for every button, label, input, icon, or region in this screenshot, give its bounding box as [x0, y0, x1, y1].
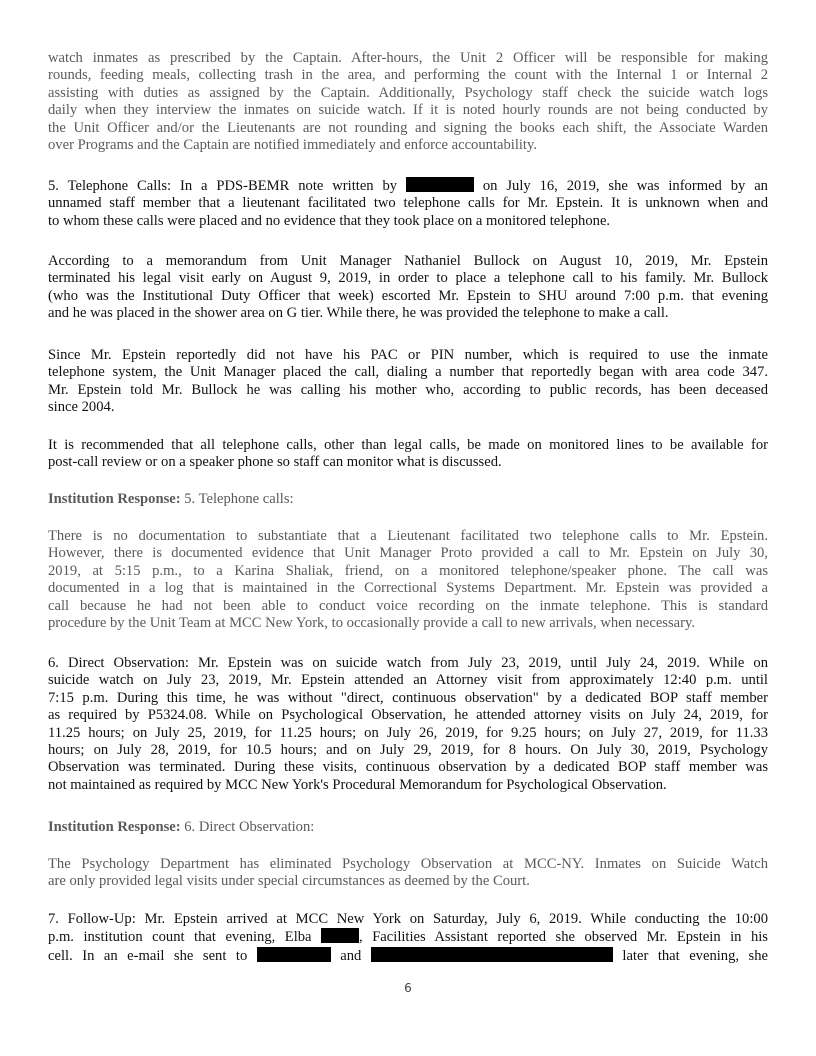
text-line: over Programs and the Captain are notified immediately and enforce accountability.	[48, 137, 537, 154]
text-line: Mr. Epstein told Mr. Bullock he was calling his mother who, according to public records, has been deceased	[48, 381, 768, 398]
text-line: assisting with duties as assigned by the Captain. Additionally, Psychology staff check the suicide watch logs	[48, 84, 768, 101]
text-line: terminated his legal visit early on August 9, 2019, in order to place a telephone call to his family. Mr. Bullock	[48, 270, 768, 287]
text-line: documented in a log that is maintained in the Correctional Systems Department. Mr. Epstein was provided a	[48, 580, 768, 597]
text-line: 7. Follow-Up: Mr. Epstein arrived at MCC New York on Saturday, July 6, 2019. While conducting the 10:00	[48, 911, 768, 927]
memorandum-paragraph	[48, 253, 768, 323]
institution-response-paragraph	[48, 528, 768, 632]
text-line	[48, 947, 768, 965]
text-segment: cell. In an e-mail she sent to	[48, 947, 248, 964]
text-line: 6. Direct Observation: Mr. Epstein was on suicide watch from July 23, 2019, until July 24, 2019. While on	[48, 655, 768, 671]
text-line: hours; on July 28, 2019, for 10.5 hours; and on July 29, 2019, for 8 hours. On July 30, 2019, Psychology	[48, 742, 768, 759]
text-line	[48, 177, 768, 195]
pac-pin-paragraph	[48, 347, 768, 417]
text-segment: on July 16, 2019, she was informed by an	[482, 178, 768, 194]
text-segment: , Facilities Assistant reported she observed Mr. Epstein in his	[359, 929, 768, 946]
text-line: rounds, feeding meals, collecting trash in the area, and performing the count with the Internal 1 or Internal 2	[48, 67, 768, 84]
page-number: 6	[404, 981, 412, 995]
text-line: unnamed staff member that a lieutenant facilitated two telephone calls for Mr. Epstein. It is unknown when and	[48, 195, 768, 212]
text-line	[48, 491, 768, 508]
watch-duties-paragraph	[48, 50, 768, 154]
text-line	[48, 819, 768, 836]
text-segment: and	[340, 947, 362, 964]
redaction-box	[257, 947, 331, 962]
text-line: as required by P5324.08. While on Psychological Observation, he attended attorney visits on July 24, 2019, for	[48, 707, 768, 724]
institution-response-paragraph	[48, 856, 768, 891]
text-line: are only provided legal visits under special circumstances as deemed by the Court.	[48, 873, 530, 890]
text-line: (who was the Institutional Duty Officer that week) escorted Mr. Epstein to SHU around 7:00 p.m. that evening	[48, 287, 768, 304]
institution-response-heading	[48, 491, 768, 508]
text-line: post-call review or on a speaker phone so staff can monitor what is discussed.	[48, 454, 502, 471]
text-line: According to a memorandum from Unit Manager Nathaniel Bullock on August 10, 2019, Mr. Epstein	[48, 253, 768, 269]
text-line: call because he had not been able to conduct voice recording on the inmate telephone. This is standard	[48, 597, 768, 614]
text-line: Observation was terminated. During these visits, continuous observation by a dedicated BOP staff member was	[48, 759, 768, 776]
text-line: since 2004.	[48, 399, 115, 416]
text-line: suicide watch on July 23, 2019, Mr. Epstein attended an Attorney visit from approximately 12:40 p.m. until	[48, 672, 768, 689]
text-line: However, there is documented evidence that Unit Manager Proto provided a call to Mr. Epstein on July 30,	[48, 545, 768, 562]
text-line: not maintained as required by MCC New York's Procedural Memorandum for Psychological Observation.	[48, 776, 667, 793]
text-segment: p.m. institution count that evening, Elba	[48, 929, 312, 946]
response-topic: 6. Direct Observation:	[180, 819, 315, 835]
text-line: daily when they interview the inmates on suicide watch. If it is noted hourly rounds are not being conducted by	[48, 102, 768, 119]
redaction-box	[321, 928, 359, 943]
institution-response-heading	[48, 819, 768, 836]
redaction-box	[406, 177, 474, 192]
response-topic: 5. Telephone calls:	[180, 491, 294, 507]
text-line: telephone system, the Unit Manager placed the call, dialing a number that reportedly began with area code 347.	[48, 364, 768, 381]
text-line: 11.25 hours; on July 25, 2019, for 11.25 hours; on July 26, 2019, for 9.25 hours; on July 27, 2019, for 11.33	[48, 724, 768, 741]
text-line: to whom these calls were placed and no evidence that they took place on a monitored telephone.	[48, 212, 611, 229]
text-line: 7:15 p.m. During this time, he was without "direct, continuous observation" by a dedicated BOP staff member	[48, 689, 768, 706]
telephone-calls-paragraph	[48, 177, 768, 230]
text-segment: 5. Telephone Calls: In a PDS-BEMR note written by	[48, 178, 398, 194]
text-line: procedure by the Unit Team at MCC New York, to occasionally provide a call to new arrivals, when necessary.	[48, 615, 696, 632]
text-segment: later that evening, she	[622, 947, 769, 964]
text-line: Since Mr. Epstein reportedly did not have his PAC or PIN number, which is required to use the inmate	[48, 347, 768, 363]
response-label: Institution Response:	[48, 491, 181, 507]
recommendation-paragraph	[48, 437, 768, 472]
text-line	[48, 928, 768, 946]
response-label: Institution Response:	[48, 819, 181, 835]
text-line: and he was placed in the shower area on G tier. While there, he was provided the telephone to make a call.	[48, 305, 669, 322]
text-line: the Unit Officer and/or the Lieutenants are not rounding and signing the books each shift, the Associate Warden	[48, 119, 768, 136]
text-line: It is recommended that all telephone calls, other than legal calls, be made on monitored lines to be available for	[48, 437, 768, 453]
redaction-box	[371, 947, 613, 962]
text-line: The Psychology Department has eliminated Psychology Observation at MCC-NY. Inmates on Suicide Watch	[48, 856, 768, 872]
follow-up-paragraph	[48, 911, 768, 965]
text-line: 2019, at 5:15 p.m., to a Karina Shaliak, friend, on a monitored telephone/speaker phone. The call was	[48, 562, 768, 579]
direct-observation-paragraph	[48, 655, 768, 794]
text-line: There is no documentation to substantiate that a Lieutenant facilitated two telephone calls to Mr. Epstein.	[48, 528, 768, 544]
text-line: watch inmates as prescribed by the Captain. After-hours, the Unit 2 Officer will be responsible for making	[48, 50, 768, 66]
